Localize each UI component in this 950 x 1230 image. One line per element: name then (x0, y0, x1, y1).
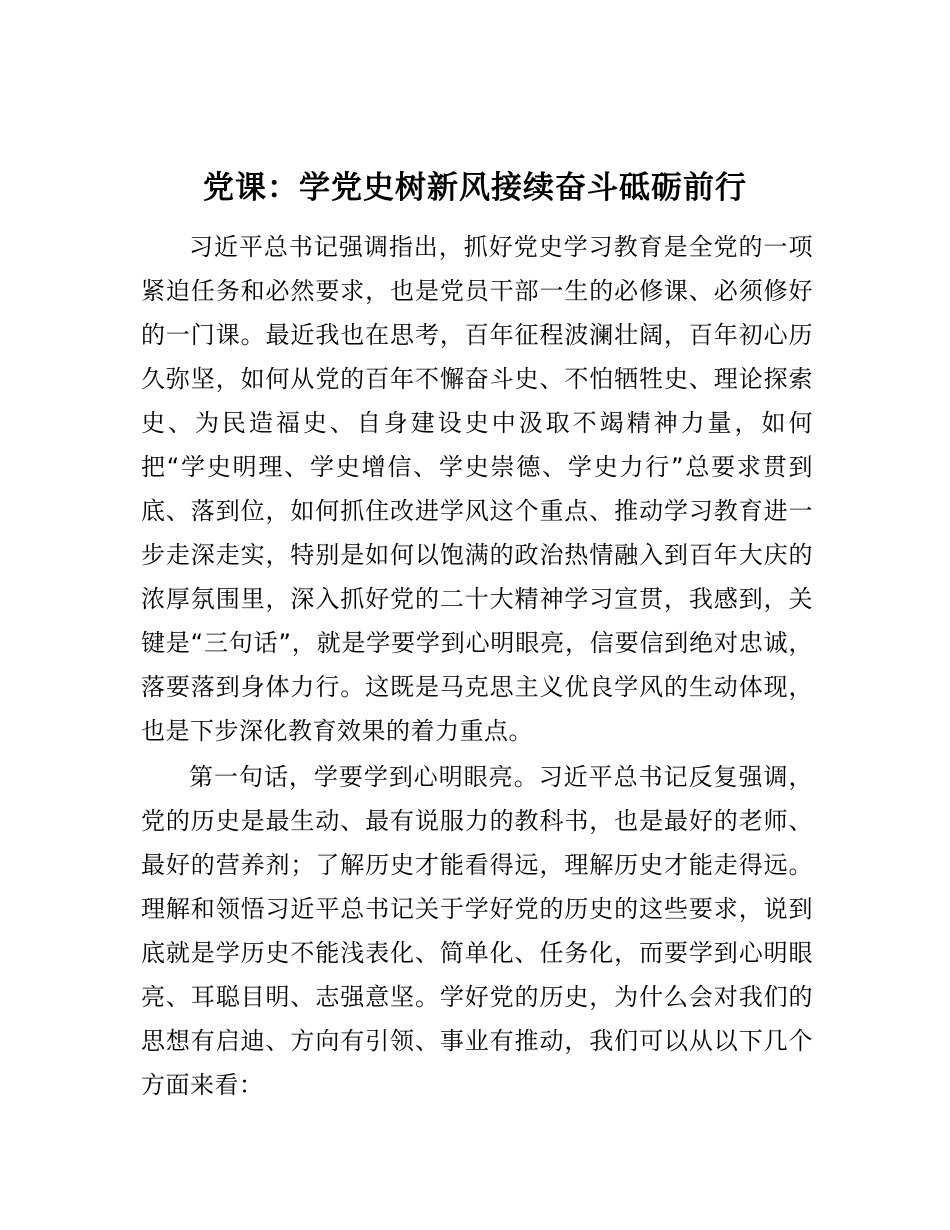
paragraph-intro: 习近平总书记强调指出，抓好党史学习教育是全党的一项紧迫任务和必然要求，也是党员干部一生的必修课、必须修好的一门课。最近我也在思考，百年征程波澜壮阔，百年初心历久弥坚，如何从党的百年不懈奋斗史、不怕牺牲史、理论探索史、为民造福史、自身建设史中汲取不竭精神力量，如何把“学史明理、学史增信、学史崇德、学史力行”总要求贯到底、落到位，如何抓住改进学风这个重点、推动学习教育进一步走深走实，特别是如何以饱满的政治热情融入到百年大庆的浓厚氛围里，深入抓好党的二十大精神学习宣贯，我感到，关键是“三句话”，就是学要学到心明眼亮，信要信到绝对忠诚，落要落到身体力行。这既是马克思主义优良学风的生动体现，也是下步深化教育效果的着力重点。 (141, 233, 813, 745)
paragraph-first-point: 第一句话，学要学到心明眼亮。习近平总书记反复强调，党的历史是最生动、最有说服力的教科书，也是最好的老师、最好的营养剂；了解历史才能看得远，理解历史才能走得远。理解和领悟习近平总书记关于学好党的历史的这些要求，说到底就是学历史不能浅表化、简单化、任务化，而要学到心明眼亮、耳聪目明、志强意坚。学好党的历史，为什么会对我们的思想有启迪、方向有引领、事业有推动，我们可以从以下几个方面来看： (141, 763, 813, 1099)
document-title: 党课：学党史树新风接续奋斗砥砺前行 (203, 170, 747, 206)
